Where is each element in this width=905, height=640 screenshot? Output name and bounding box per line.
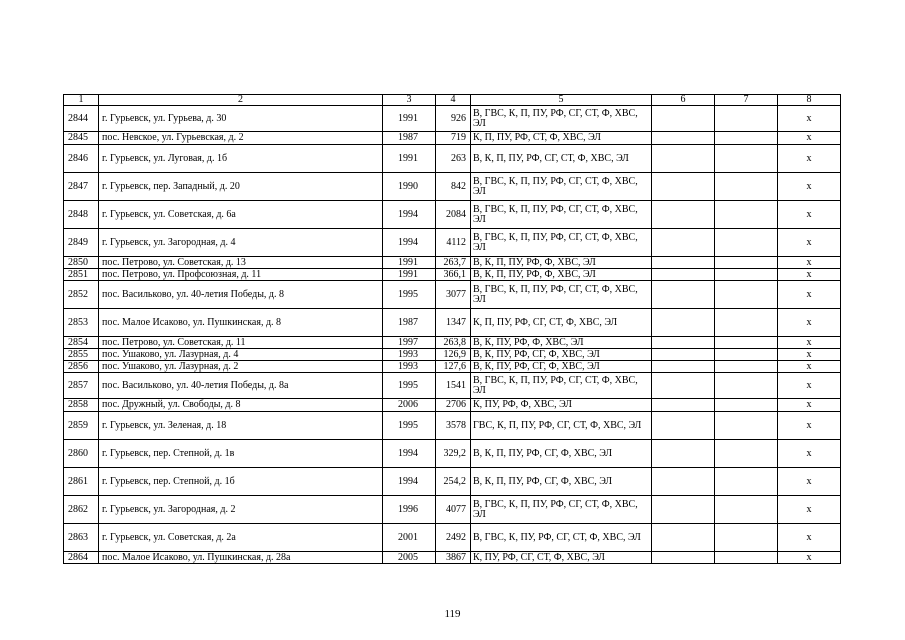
table-row [64, 145, 841, 173]
area-cell: 254,2 [436, 468, 471, 496]
area-cell: 1541 [436, 373, 471, 399]
utilities-cell: К, П, ПУ, РФ, СТ, Ф, ХВС, ЭЛ [471, 132, 652, 145]
address-cell: пос. Малое Исаково, ул. Пушкинская, д. 28а [99, 552, 383, 564]
row-number-cell: 2855 [64, 349, 99, 361]
table-row [64, 440, 841, 468]
utilities-cell: В, К, П, ПУ, РФ, СГ, Ф, ХВС, ЭЛ [471, 440, 652, 468]
row-number-cell: 2859 [64, 412, 99, 440]
col-7-cell [715, 496, 778, 524]
col-8-mark-cell: x [778, 399, 841, 412]
row-number-cell: 2850 [64, 257, 99, 269]
utilities-cell: В, К, П, ПУ, РФ, Ф, ХВС, ЭЛ [471, 257, 652, 269]
col-8-mark-cell: x [778, 337, 841, 349]
col-6-cell [652, 269, 715, 281]
col-8-mark-cell: x [778, 552, 841, 564]
col-6-cell [652, 173, 715, 201]
row-number-cell: 2854 [64, 337, 99, 349]
area-cell: 127,6 [436, 361, 471, 373]
col-6-cell [652, 201, 715, 229]
address-cell: пос. Петрово, ул. Профсоюзная, д. 11 [99, 269, 383, 281]
col-6-cell [652, 496, 715, 524]
row-number-cell: 2845 [64, 132, 99, 145]
row-number-cell: 2858 [64, 399, 99, 412]
address-cell: пос. Васильково, ул. 40-летия Победы, д. 8а [99, 373, 383, 399]
col-7-cell [715, 399, 778, 412]
col-8-mark-cell: x [778, 229, 841, 257]
area-cell: 3867 [436, 552, 471, 564]
col-7-cell [715, 440, 778, 468]
col-8-mark-cell: x [778, 309, 841, 337]
utilities-cell: К, ПУ, РФ, Ф, ХВС, ЭЛ [471, 399, 652, 412]
year-built-cell: 1987 [383, 309, 436, 337]
address-cell: пос. Петрово, ул. Советская, д. 13 [99, 257, 383, 269]
utilities-cell: В, К, П, ПУ, РФ, СГ, Ф, ХВС, ЭЛ [471, 468, 652, 496]
year-built-cell: 1994 [383, 440, 436, 468]
year-built-cell: 1987 [383, 132, 436, 145]
utilities-cell: В, ГВС, К, П, ПУ, РФ, СГ, СТ, Ф, ХВС, ЭЛ [471, 496, 652, 524]
area-cell: 926 [436, 106, 471, 132]
address-cell: пос. Ушаково, ул. Лазурная, д. 4 [99, 349, 383, 361]
utilities-cell: К, ПУ, РФ, СГ, СТ, Ф, ХВС, ЭЛ [471, 552, 652, 564]
area-cell: 263 [436, 145, 471, 173]
address-cell: пос. Петрово, ул. Советская, д. 11 [99, 337, 383, 349]
year-built-cell: 1996 [383, 496, 436, 524]
col-7-cell [715, 229, 778, 257]
year-built-cell: 2006 [383, 399, 436, 412]
area-cell: 329,2 [436, 440, 471, 468]
year-built-cell: 2005 [383, 552, 436, 564]
year-built-cell: 1995 [383, 281, 436, 309]
col-8-mark-cell: x [778, 106, 841, 132]
year-built-cell: 1991 [383, 257, 436, 269]
area-cell: 1347 [436, 309, 471, 337]
col-7-cell [715, 412, 778, 440]
utilities-cell: К, П, ПУ, РФ, СГ, СТ, Ф, ХВС, ЭЛ [471, 309, 652, 337]
row-number-cell: 2853 [64, 309, 99, 337]
year-built-cell: 1994 [383, 468, 436, 496]
year-built-cell: 1991 [383, 269, 436, 281]
year-built-cell: 1993 [383, 361, 436, 373]
col-6-cell [652, 349, 715, 361]
year-built-cell: 1994 [383, 201, 436, 229]
col-6-cell [652, 106, 715, 132]
utilities-cell: В, ГВС, К, П, ПУ, РФ, СГ, СТ, Ф, ХВС, ЭЛ [471, 173, 652, 201]
utilities-cell: В, ГВС, К, П, ПУ, РФ, СГ, СТ, Ф, ХВС, ЭЛ [471, 106, 652, 132]
col-8-mark-cell: x [778, 349, 841, 361]
address-cell: г. Гурьевск, ул. Загородная, д. 4 [99, 229, 383, 257]
col-8-mark-cell: x [778, 524, 841, 552]
year-built-cell: 1993 [383, 349, 436, 361]
header-col-5: 5 [471, 95, 652, 106]
col-8-mark-cell: x [778, 257, 841, 269]
row-number-cell: 2856 [64, 361, 99, 373]
address-cell: г. Гурьевск, ул. Советская, д. 6а [99, 201, 383, 229]
row-number-cell: 2861 [64, 468, 99, 496]
header-col-6: 6 [652, 95, 715, 106]
utilities-cell: В, ГВС, К, П, ПУ, РФ, СГ, СТ, Ф, ХВС, ЭЛ [471, 229, 652, 257]
table-row [64, 373, 841, 399]
col-7-cell [715, 349, 778, 361]
col-8-mark-cell: x [778, 412, 841, 440]
row-number-cell: 2849 [64, 229, 99, 257]
utilities-cell: В, К, ПУ, РФ, Ф, ХВС, ЭЛ [471, 337, 652, 349]
address-cell: пос. Малое Исаково, ул. Пушкинская, д. 8 [99, 309, 383, 337]
year-built-cell: 1997 [383, 337, 436, 349]
row-number-cell: 2860 [64, 440, 99, 468]
col-7-cell [715, 201, 778, 229]
area-cell: 126,9 [436, 349, 471, 361]
area-cell: 4077 [436, 496, 471, 524]
col-6-cell [652, 412, 715, 440]
area-cell: 4112 [436, 229, 471, 257]
table-row [64, 229, 841, 257]
row-number-cell: 2847 [64, 173, 99, 201]
col-8-mark-cell: x [778, 145, 841, 173]
header-row [64, 95, 841, 106]
utilities-cell: В, К, ПУ, РФ, СГ, Ф, ХВС, ЭЛ [471, 349, 652, 361]
area-cell: 2084 [436, 201, 471, 229]
year-built-cell: 1995 [383, 412, 436, 440]
col-6-cell [652, 373, 715, 399]
table-row [64, 173, 841, 201]
address-cell: г. Гурьевск, ул. Советская, д. 2а [99, 524, 383, 552]
col-6-cell [652, 229, 715, 257]
row-number-cell: 2862 [64, 496, 99, 524]
header-col-4: 4 [436, 95, 471, 106]
col-7-cell [715, 106, 778, 132]
utilities-cell: В, К, П, ПУ, РФ, Ф, ХВС, ЭЛ [471, 269, 652, 281]
utilities-cell: В, ГВС, К, ПУ, РФ, СГ, СТ, Ф, ХВС, ЭЛ [471, 524, 652, 552]
row-number-cell: 2848 [64, 201, 99, 229]
area-cell: 263,8 [436, 337, 471, 349]
address-cell: г. Гурьевск, ул. Гурьева, д. 30 [99, 106, 383, 132]
table-row [64, 309, 841, 337]
col-7-cell [715, 373, 778, 399]
address-cell: пос. Невское, ул. Гурьевская, д. 2 [99, 132, 383, 145]
col-6-cell [652, 309, 715, 337]
year-built-cell: 1990 [383, 173, 436, 201]
col-7-cell [715, 257, 778, 269]
col-8-mark-cell: x [778, 468, 841, 496]
address-cell: пос. Васильково, ул. 40-летия Победы, д. 8 [99, 281, 383, 309]
area-cell: 3578 [436, 412, 471, 440]
year-built-cell: 1994 [383, 229, 436, 257]
col-6-cell [652, 337, 715, 349]
address-cell: г. Гурьевск, пер. Степной, д. 1б [99, 468, 383, 496]
utilities-cell: В, К, П, ПУ, РФ, СГ, СТ, Ф, ХВС, ЭЛ [471, 145, 652, 173]
row-number-cell: 2846 [64, 145, 99, 173]
address-cell: пос. Дружный, ул. Свободы, д. 8 [99, 399, 383, 412]
year-built-cell: 1991 [383, 106, 436, 132]
col-8-mark-cell: x [778, 173, 841, 201]
area-cell: 2492 [436, 524, 471, 552]
table-row [64, 281, 841, 309]
area-cell: 3077 [436, 281, 471, 309]
year-built-cell: 1995 [383, 373, 436, 399]
col-7-cell [715, 309, 778, 337]
table-row [64, 399, 841, 412]
area-cell: 366,1 [436, 269, 471, 281]
address-cell: г. Гурьевск, пер. Степной, д. 1в [99, 440, 383, 468]
col-6-cell [652, 552, 715, 564]
address-cell: г. Гурьевск, ул. Луговая, д. 1б [99, 145, 383, 173]
utilities-cell: В, ГВС, К, П, ПУ, РФ, СГ, СТ, Ф, ХВС, ЭЛ [471, 281, 652, 309]
utilities-cell: В, К, ПУ, РФ, СГ, Ф, ХВС, ЭЛ [471, 361, 652, 373]
table-row [64, 496, 841, 524]
table-row [64, 552, 841, 564]
col-6-cell [652, 468, 715, 496]
col-7-cell [715, 281, 778, 309]
col-8-mark-cell: x [778, 269, 841, 281]
header-col-3: 3 [383, 95, 436, 106]
col-7-cell [715, 361, 778, 373]
area-cell: 263,7 [436, 257, 471, 269]
col-6-cell [652, 281, 715, 309]
col-8-mark-cell: x [778, 281, 841, 309]
table-row [64, 468, 841, 496]
row-number-cell: 2863 [64, 524, 99, 552]
col-6-cell [652, 440, 715, 468]
table-row [64, 106, 841, 132]
col-7-cell [715, 132, 778, 145]
col-6-cell [652, 361, 715, 373]
page-number: 119 [444, 608, 461, 620]
col-7-cell [715, 337, 778, 349]
col-7-cell [715, 145, 778, 173]
utilities-cell: В, ГВС, К, П, ПУ, РФ, СГ, СТ, Ф, ХВС, ЭЛ [471, 373, 652, 399]
year-built-cell: 2001 [383, 524, 436, 552]
area-cell: 719 [436, 132, 471, 145]
utilities-cell: ГВС, К, П, ПУ, РФ, СГ, СТ, Ф, ХВС, ЭЛ [471, 412, 652, 440]
col-6-cell [652, 257, 715, 269]
col-6-cell [652, 399, 715, 412]
col-7-cell [715, 173, 778, 201]
address-cell: г. Гурьевск, ул. Зеленая, д. 18 [99, 412, 383, 440]
table-row [64, 257, 841, 269]
col-8-mark-cell: x [778, 373, 841, 399]
table-row [64, 361, 841, 373]
row-number-cell: 2851 [64, 269, 99, 281]
address-cell: г. Гурьевск, ул. Загородная, д. 2 [99, 496, 383, 524]
row-number-cell: 2857 [64, 373, 99, 399]
row-number-cell: 2864 [64, 552, 99, 564]
table-row [64, 412, 841, 440]
col-7-cell [715, 524, 778, 552]
col-7-cell [715, 468, 778, 496]
col-8-mark-cell: x [778, 440, 841, 468]
utilities-cell: В, ГВС, К, П, ПУ, РФ, СГ, СТ, Ф, ХВС, ЭЛ [471, 201, 652, 229]
header-col-7: 7 [715, 95, 778, 106]
header-col-1: 1 [64, 95, 99, 106]
col-8-mark-cell: x [778, 361, 841, 373]
year-built-cell: 1991 [383, 145, 436, 173]
row-number-cell: 2852 [64, 281, 99, 309]
row-number-cell: 2844 [64, 106, 99, 132]
area-cell: 2706 [436, 399, 471, 412]
area-cell: 842 [436, 173, 471, 201]
address-cell: пос. Ушаково, ул. Лазурная, д. 2 [99, 361, 383, 373]
col-6-cell [652, 524, 715, 552]
header-col-2: 2 [99, 95, 383, 106]
table-row [64, 201, 841, 229]
table-row [64, 349, 841, 361]
housing-register-table [63, 94, 841, 564]
col-7-cell [715, 269, 778, 281]
col-8-mark-cell: x [778, 132, 841, 145]
header-col-8: 8 [778, 95, 841, 106]
col-7-cell [715, 552, 778, 564]
col-8-mark-cell: x [778, 496, 841, 524]
col-6-cell [652, 132, 715, 145]
table-row [64, 524, 841, 552]
address-cell: г. Гурьевск, пер. Западный, д. 20 [99, 173, 383, 201]
table-row [64, 269, 841, 281]
table-row [64, 132, 841, 145]
col-6-cell [652, 145, 715, 173]
table-row [64, 337, 841, 349]
col-8-mark-cell: x [778, 201, 841, 229]
